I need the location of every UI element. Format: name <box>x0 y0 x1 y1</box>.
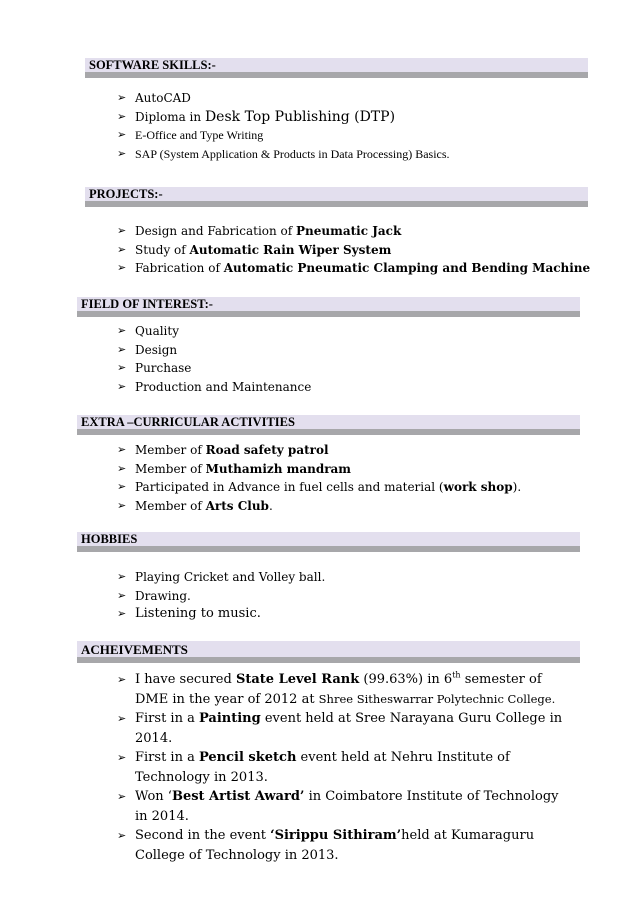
list-item: ➢ Drawing. <box>117 587 325 606</box>
arrow-bullet-icon: ➢ <box>117 480 127 493</box>
arrow-bullet-icon: ➢ <box>117 91 127 104</box>
arrow-bullet-icon: ➢ <box>117 607 127 620</box>
achievements-list <box>117 670 575 865</box>
arrow-bullet-icon: ➢ <box>117 498 127 512</box>
list-item: ➢ I have secured State Level Rank (99.63%) in 6th semester of DME in the year of 2012 at Shree Sitheswarrar Polytechnic College. <box>117 670 556 707</box>
section-heading-projects <box>85 187 588 207</box>
section-heading-hobbies <box>77 532 580 552</box>
arrow-bullet-icon: ➢ <box>117 224 127 237</box>
extracurricular-list <box>117 441 521 515</box>
section-heading-text: PROJECTS:- <box>89 187 163 201</box>
list-item: ➢ SAP (System Application & Products in Data Processing) Basics. <box>117 145 450 164</box>
list-item: ➢ Production and Maintenance <box>117 378 311 397</box>
list-item: ➢ Fabrication of Automatic Pneumatic Clamping and Bending Machine <box>117 259 590 278</box>
list-item: ➢ Member of Muthamizh mandram <box>117 460 521 479</box>
list-item: ➢ Listening to music. <box>117 605 325 624</box>
list-item: ➢ AutoCAD <box>117 89 450 108</box>
arrow-bullet-icon: ➢ <box>117 829 127 842</box>
arrow-bullet-icon: ➢ <box>117 379 127 393</box>
list-item: ➢ First in a Pencil sketch event held at Nehru Institute of Technology in 2013. <box>117 750 510 785</box>
arrow-bullet-icon: ➢ <box>117 751 127 764</box>
arrow-bullet-icon: ➢ <box>117 324 127 337</box>
arrow-bullet-icon: ➢ <box>117 109 127 123</box>
arrow-bullet-icon: ➢ <box>117 673 127 686</box>
arrow-bullet-icon: ➢ <box>117 712 127 725</box>
section-heading-text: EXTRA –CURRICULAR ACTIVITIES <box>81 415 295 429</box>
arrow-bullet-icon: ➢ <box>117 461 127 475</box>
arrow-bullet-icon: ➢ <box>117 361 127 374</box>
arrow-bullet-icon: ➢ <box>117 242 127 256</box>
list-item: ➢ Diploma in Desk Top Publishing (DTP) <box>117 108 396 125</box>
section-heading-text: HOBBIES <box>81 532 138 546</box>
section-heading-text: SOFTWARE SKILLS:- <box>89 58 216 72</box>
section-heading-text: FIELD OF INTEREST:- <box>81 297 213 311</box>
interest-list <box>117 322 311 396</box>
hobbies-list <box>117 568 325 624</box>
section-heading-software <box>85 58 588 78</box>
section-heading-extracurricular <box>77 415 580 435</box>
list-item: ➢ Participated in Advance in fuel cells and material (work shop). <box>117 478 521 497</box>
list-item: ➢ Member of Arts Club. <box>117 497 521 516</box>
list-item: ➢ Design and Fabrication of Pneumatic Jack <box>117 222 590 241</box>
arrow-bullet-icon: ➢ <box>117 443 127 456</box>
arrow-bullet-icon: ➢ <box>117 128 127 141</box>
section-heading-text: ACHEIVEMENTS <box>81 642 188 657</box>
projects-list <box>117 222 590 278</box>
software-skills-list <box>117 89 450 163</box>
list-item: ➢ First in a Painting event held at Sree Narayana Guru College in 2014. <box>117 711 563 746</box>
arrow-bullet-icon: ➢ <box>117 570 127 583</box>
list-item: ➢ Study of Automatic Rain Wiper System <box>117 241 590 260</box>
section-heading-achievements <box>77 641 580 663</box>
list-item: ➢ Second in the event ‘Sirippu Sithiram’held at Kumaraguru College of Technology in 2013. <box>117 828 535 863</box>
list-item: ➢ Purchase <box>117 359 311 378</box>
list-item: ➢ Member of Road safety patrol <box>117 441 521 460</box>
arrow-bullet-icon: ➢ <box>117 588 127 602</box>
arrow-bullet-icon: ➢ <box>117 790 127 803</box>
list-item: ➢ Playing Cricket and Volley ball. <box>117 568 325 587</box>
list-item: ➢ Design <box>117 341 311 360</box>
list-item: ➢ Won ‘Best Artist Award’ in Coimbatore Institute of Technology in 2014. <box>117 789 559 824</box>
list-item: ➢ Quality <box>117 322 311 341</box>
section-heading-interest <box>77 297 580 317</box>
arrow-bullet-icon: ➢ <box>117 342 127 356</box>
list-item: ➢ E-Office and Type Writing <box>117 126 450 145</box>
arrow-bullet-icon: ➢ <box>117 146 127 160</box>
arrow-bullet-icon: ➢ <box>117 261 127 274</box>
